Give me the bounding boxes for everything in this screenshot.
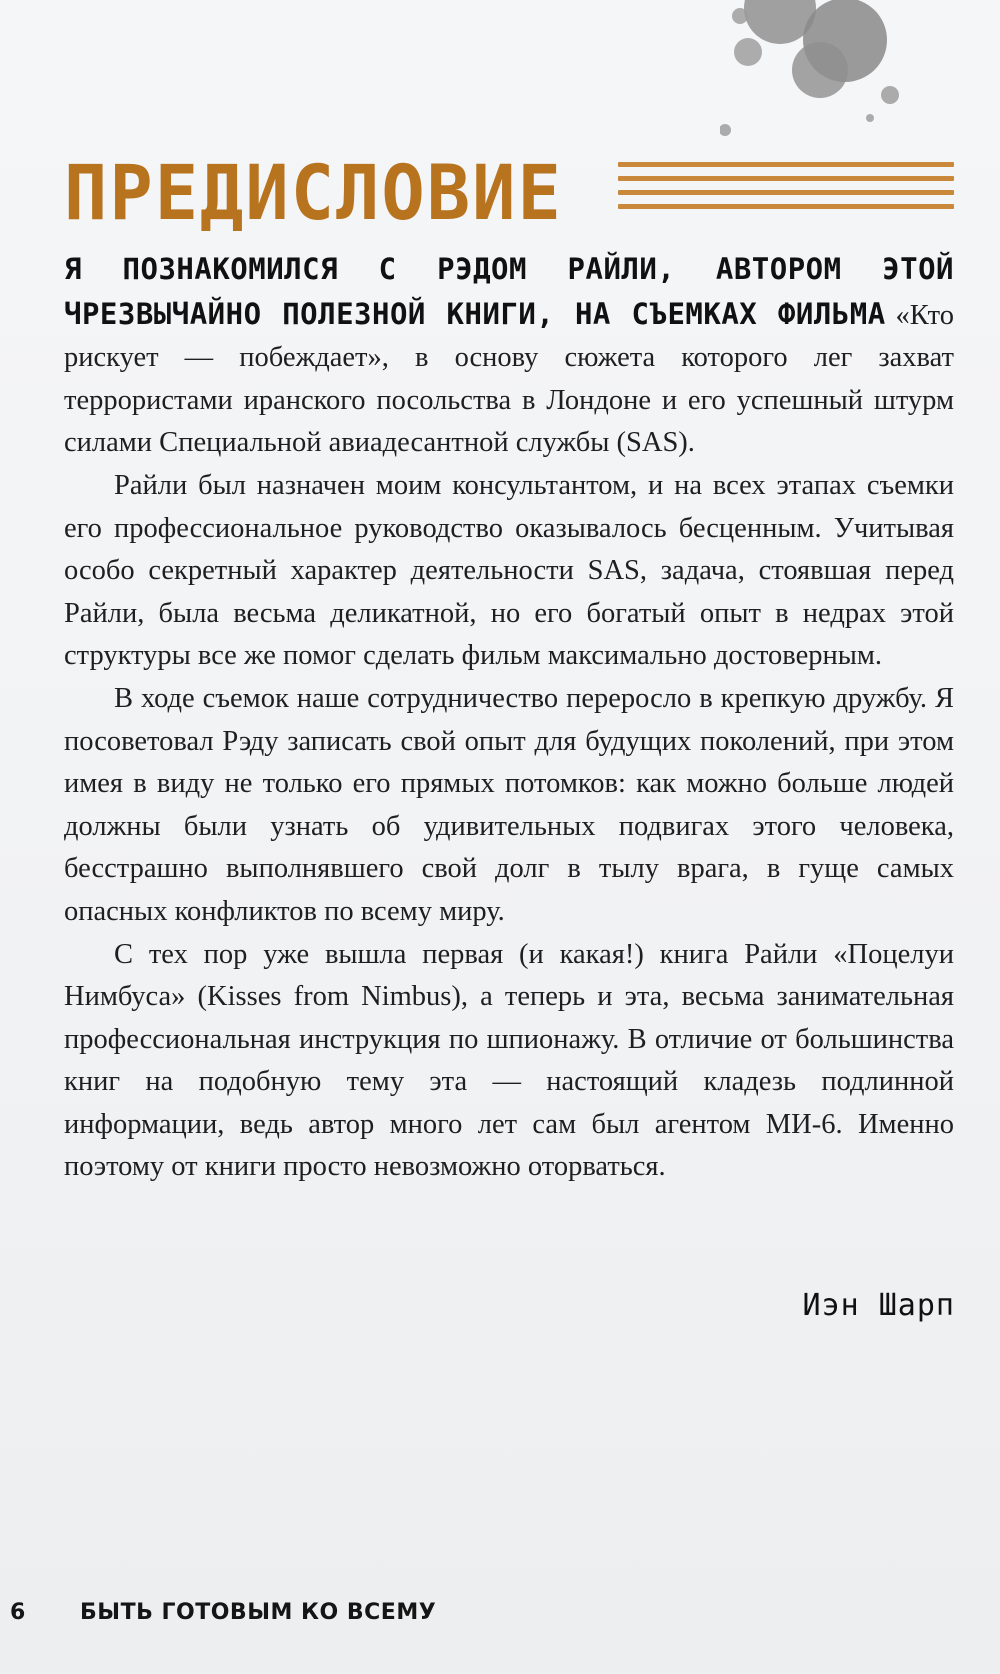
lead-rest-text: «Кто рискует — побеждает», в основу сюжета которого лег захват террористами иранского посольства в Лондоне и его успешный штурм силами Специальной авиадесантной службы (SAS). xyxy=(64,299,954,459)
page-footer xyxy=(10,1600,910,1625)
paragraph-3: В ходе съемок наше сотрудничество переросло в крепкую дружбу. Я посоветовал Рэду записать свой опыт для будущих поколений, при этом имея в виду не только его прямых потомков: как можно больше людей должны были узнать об удивительных подвигах этого человека, бесстрашно выполнявшего свой долг в тылу врага, в гуще самых опасных конфликтов по всему миру. xyxy=(64,682,954,927)
author-signature: Иэн Шарп xyxy=(802,1288,955,1323)
heading-row xyxy=(64,140,954,240)
ink-splash-decoration xyxy=(720,0,920,160)
foreword-text xyxy=(64,248,954,1189)
lead-caps-text: Я ПОЗНАКОМИЛСЯ С РЭДОМ РАЙЛИ, АВТОРОМ ЭТОЙ ЧРЕЗВЫЧАЙНО ПОЛЕЗНОЙ КНИГИ, НА СЪЕМКАХ ФИЛЬМА xyxy=(64,252,954,331)
page-number: 6 xyxy=(10,1600,26,1625)
paragraph-4: С тех пор уже вышла первая (и какая!) книга Райли «Поцелуи Нимбуса» (Kisses from Nimbus), а теперь и эта, весьма занимательная профессиональная инструкция по шпионажу. В отличие от большинства книг на подобную тему эта — настоящий кладезь подлинной информации, ведь автор много лет сам был агентом МИ-6. Именно поэтому от книги просто невозможно оторваться. xyxy=(64,938,954,1183)
lead-paragraph xyxy=(64,248,954,465)
paragraph-2: Райли был назначен моим консультантом, и на всех этапах съемки его профессиональное руководство оказывалось бесценным. Учитывая особо секретный характер деятельности SAS, задача, стоявшая перед Райли, была весьма деликатной, но его богатый опыт в недрах этой структуры все же помог сделать фильм максимально достоверным. xyxy=(64,469,954,672)
heading-stripes-decoration xyxy=(618,162,954,222)
running-title: БЫТЬ ГОТОВЫМ КО ВСЕМУ xyxy=(80,1600,437,1625)
page-title: ПРЕДИСЛОВИЕ xyxy=(64,148,563,237)
